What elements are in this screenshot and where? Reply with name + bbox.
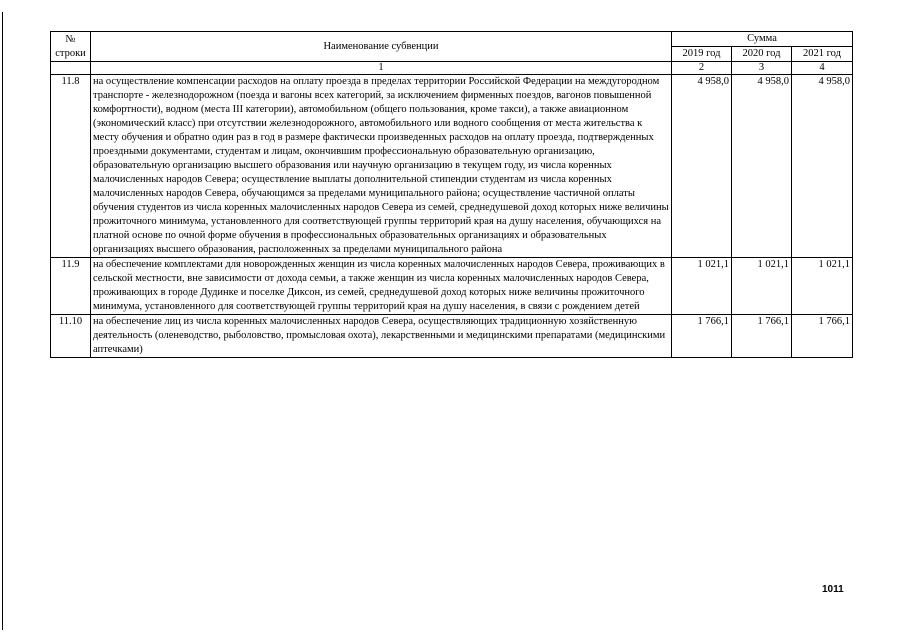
row-number-header (51, 32, 91, 62)
amount-2019: 4 958,0 (672, 75, 732, 258)
column-index-4: 4 (792, 62, 853, 75)
column-index-3: 3 (732, 62, 792, 75)
amount-2019: 1 766,1 (672, 315, 732, 358)
name-header: Наименование субвенции (91, 32, 672, 62)
sum-header: Сумма (672, 32, 853, 47)
subvention-description: на осуществление компенсации расходов на оплату проезда в пределах территории Российской Федерации на междугородном транспорте - железнодорожном (поезда и вагоны всех категорий, за исключением фирменных поездов, вагонов повышенной комфортности), водном (места III категории), автомобильном (общего пользования, кроме такси), а также авиационном (экономический класс) при отсутствии железнодорожного, автомобильного или водного сообщения от места жительства к месту обучения и обратно один раз в год в размере фактически произведенных расходов на оплату проезда, подтвержденных проездными документами, студентам и лицам, окончившим профессиональную образовательную организацию, образовательную организацию высшего образования или научную организацию в текущем году, из числа коренных малочисленных народов Севера; осуществление выплаты дополнительной стипендии студентам из числа коренных малочисленных народов Севера, обучающимся за пределами муниципального района; осуществление частичной оплаты обучения студентов из числа коренных малочисленных народов Севера из семей, среднедушевой доход которых ниже величины прожиточного минимума, установленного для соответствующей группы территорий края на душу населения, обучающихся на платной основе по очной форме обучения в профессиональных образовательных организациях и образовательных организациях высшего образования, расположенных за пределами муниципального района (91, 75, 672, 258)
amount-2021: 4 958,0 (792, 75, 853, 258)
table-row (51, 75, 853, 258)
row-number-header-line1: № (65, 33, 76, 45)
header-row-1 (51, 32, 853, 47)
amount-2021: 1 021,1 (792, 258, 853, 315)
amount-2021: 1 766,1 (792, 315, 853, 358)
column-index-empty (51, 62, 91, 75)
subvention-description: на обеспечение комплектами для новорожденных женщин из числа коренных малочисленных народов Севера, проживающих в сельской местности, вне зависимости от дохода семьи, а также женщин из числа коренных малочисленных народов Севера, проживающих в городе Дудинке и поселке Диксон, из семей, среднедушевой доход которых ниже величины прожиточного минимума, установленного для соответствующей группы территорий края на душу населения, в связи с рождением детей (91, 258, 672, 315)
subvention-description: на обеспечение лиц из числа коренных малочисленных народов Севера, осуществляющих традиционную хозяйственную деятельность (оленеводство, рыболовство, промысловая охота), лекарственными и медицинскими препаратами (медицинскими аптечками) (91, 315, 672, 358)
amount-2020: 4 958,0 (732, 75, 792, 258)
row-number: 11.10 (51, 315, 91, 358)
column-index-2: 2 (672, 62, 732, 75)
amount-2020: 1 021,1 (732, 258, 792, 315)
year-header-2021: 2021 год (792, 47, 853, 62)
subvention-table (50, 31, 853, 358)
table-row (51, 258, 853, 315)
column-index-1: 1 (91, 62, 672, 75)
amount-2020: 1 766,1 (732, 315, 792, 358)
year-header-2019: 2019 год (672, 47, 732, 62)
left-margin-rule (2, 12, 3, 630)
row-number: 11.8 (51, 75, 91, 258)
year-header-2020: 2020 год (732, 47, 792, 62)
column-index-row (51, 62, 853, 75)
amount-2019: 1 021,1 (672, 258, 732, 315)
table-row (51, 315, 853, 358)
row-number-header-line2: строки (55, 47, 86, 59)
page-number: 1011 (822, 584, 844, 595)
row-number: 11.9 (51, 258, 91, 315)
